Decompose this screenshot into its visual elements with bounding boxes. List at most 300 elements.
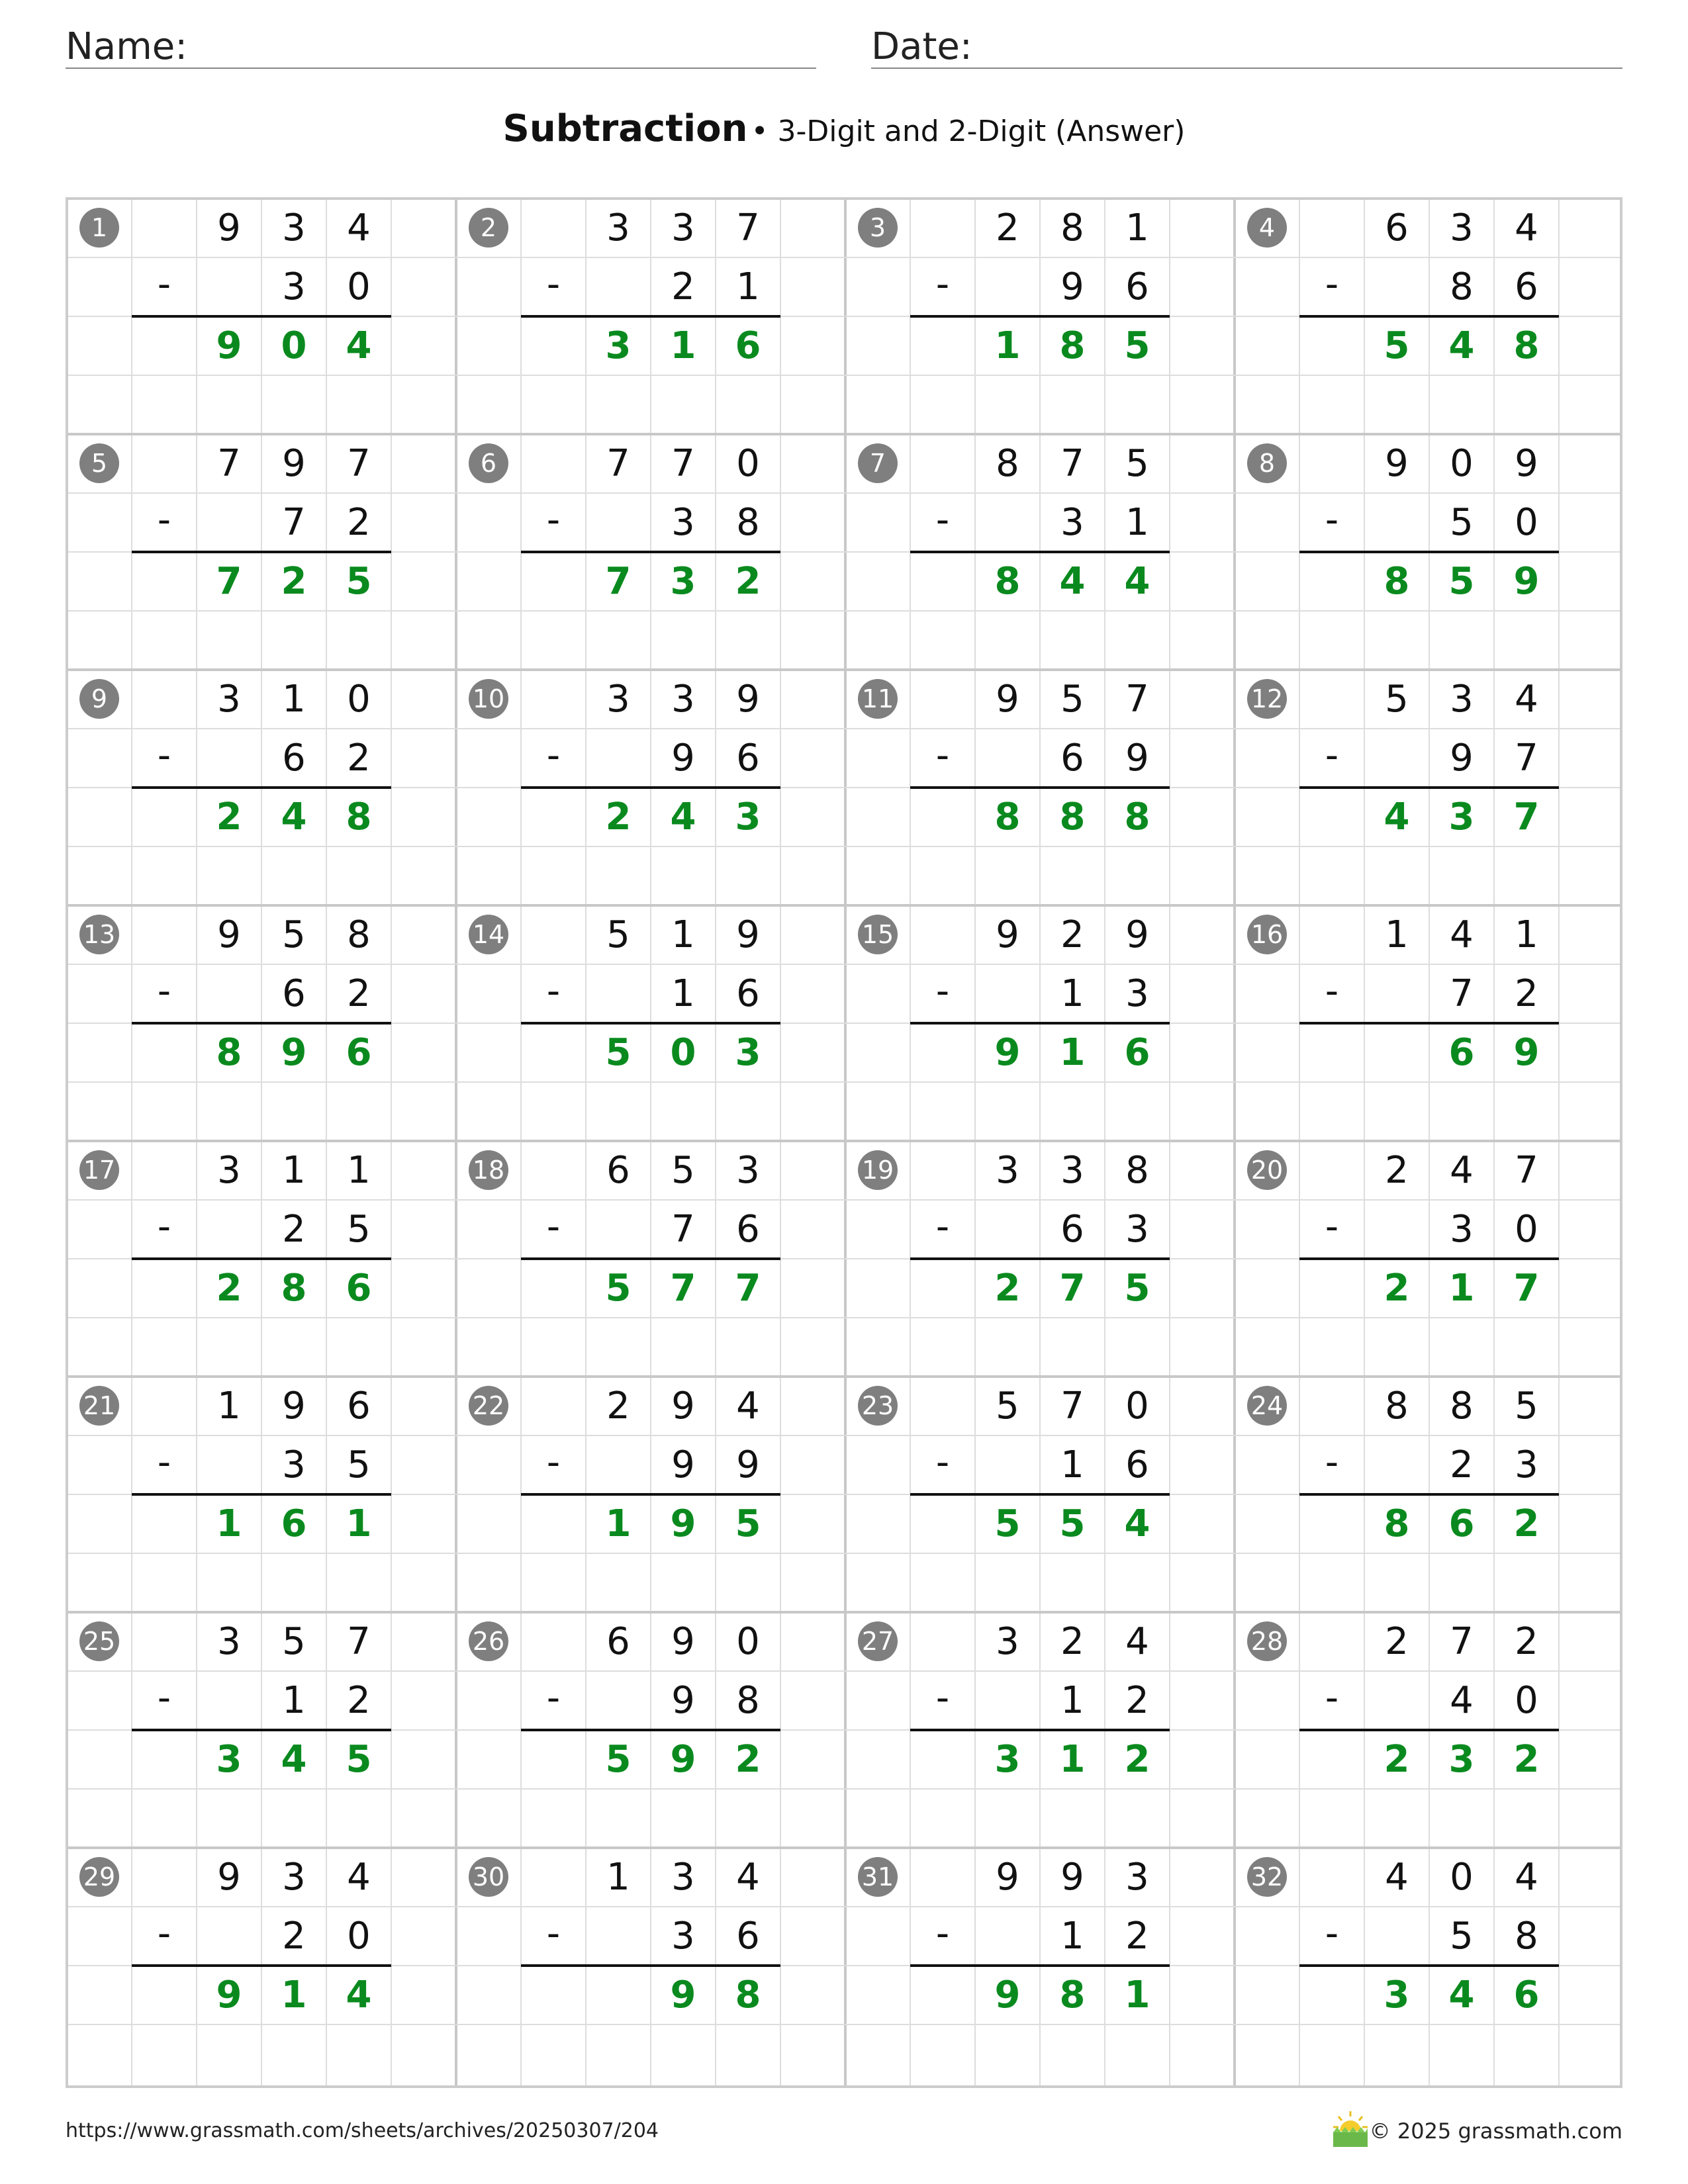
answer-digit: 9: [281, 1031, 307, 1074]
answer-digit: 4: [346, 324, 372, 367]
subtrahend-digit: 0: [1515, 1208, 1538, 1251]
subtrahend-digit: 4: [1450, 1679, 1474, 1722]
answer-digit: 8: [1059, 324, 1086, 367]
subtrahend-digit: 6: [1060, 1208, 1084, 1251]
subtrahend-digit: 5: [347, 1443, 371, 1486]
problem-number-badge: 6: [469, 443, 508, 483]
answer-digit: 6: [1124, 1031, 1150, 1074]
minuend-digit: 0: [347, 678, 371, 721]
minuend-digit: 2: [1385, 1149, 1409, 1192]
minuend-digit: 1: [671, 913, 695, 956]
answer-digit: 8: [216, 1031, 242, 1074]
problem-number-badge: 28: [1247, 1621, 1287, 1661]
problem-number-badge: 21: [79, 1386, 119, 1426]
subtrahend-digit: 2: [1515, 972, 1538, 1015]
problem-number-badge: 14: [469, 915, 508, 954]
subtrahend-digit: [1364, 729, 1429, 788]
subtrahend-digit: 3: [1450, 1208, 1474, 1251]
answer-digit: 1: [1059, 1031, 1086, 1074]
minus-sign: -: [1325, 1676, 1339, 1719]
answer-underline: [132, 1257, 391, 1260]
minus-sign: -: [1325, 263, 1339, 306]
answer-underline: [910, 1729, 1170, 1731]
title-subtitle: • 3-Digit and 2-Digit (Answer): [751, 114, 1186, 148]
minuend-digit: 6: [606, 1620, 630, 1663]
minuend-digit: 9: [1060, 1856, 1084, 1899]
answer-digit: 6: [346, 1267, 372, 1310]
minus-sign: -: [546, 1205, 561, 1248]
problem-number-badge: 20: [1247, 1150, 1287, 1190]
minuend-digit: 5: [671, 1149, 695, 1192]
subtrahend-digit: 3: [282, 265, 306, 308]
answer-underline: [1299, 786, 1559, 789]
answer-digit: 9: [670, 1738, 696, 1781]
subtrahend-digit: [1364, 964, 1429, 1023]
answer-digit: 5: [346, 1738, 372, 1781]
subtrahend-digit: 9: [1450, 737, 1474, 780]
subtrahend-digit: 3: [671, 501, 695, 544]
minuend-digit: 7: [671, 442, 695, 485]
minus-sign: -: [546, 970, 561, 1013]
answer-digit: 1: [1448, 1267, 1475, 1310]
answer-digit: 1: [670, 324, 696, 367]
minuend-digit: 0: [1450, 442, 1474, 485]
answer-underline: [910, 786, 1170, 789]
minuend-digit: 4: [1515, 1856, 1538, 1899]
problem-number-badge: 2: [469, 208, 508, 248]
minuend-digit: 2: [1060, 1620, 1084, 1663]
problem-number-badge: 16: [1247, 915, 1287, 954]
answer-digit: 2: [1513, 1738, 1540, 1781]
answer-digit: 9: [216, 324, 242, 367]
subtrahend-digit: 1: [736, 265, 760, 308]
answer-digit: 0: [670, 1031, 696, 1074]
minuend-digit: 4: [1385, 1856, 1409, 1899]
subtrahend-digit: 8: [736, 501, 760, 544]
answer-digit: 0: [281, 324, 307, 367]
answer-underline: [910, 551, 1170, 553]
minuend-digit: 9: [1125, 913, 1149, 956]
problem-number-badge: 32: [1247, 1857, 1287, 1897]
subtrahend-digit: 5: [1450, 501, 1474, 544]
answer-digit: 1: [1124, 1974, 1150, 2017]
answer-underline: [521, 1022, 780, 1024]
answer-digit: 5: [994, 1502, 1021, 1545]
minuend-digit: 8: [347, 913, 371, 956]
name-line[interactable]: [66, 68, 816, 69]
answer-underline: [132, 1729, 391, 1731]
minus-sign: -: [546, 263, 561, 306]
subtrahend-digit: [975, 1200, 1040, 1259]
answer-digit: 2: [1513, 1502, 1540, 1545]
grid-vline: [910, 200, 911, 2085]
subtrahend-digit: 2: [1125, 1679, 1149, 1722]
minus-sign: -: [157, 1912, 171, 1955]
answer-underline: [1299, 315, 1559, 318]
problem-number-badge: 3: [858, 208, 898, 248]
subtrahend-digit: 3: [1060, 501, 1084, 544]
problem-number-badge: 12: [1247, 679, 1287, 719]
answer-digit: 1: [346, 1502, 372, 1545]
subtrahend-digit: 9: [671, 737, 695, 780]
answer-underline: [132, 1022, 391, 1024]
answer-underline: [132, 1493, 391, 1496]
minus-sign: -: [1325, 1441, 1339, 1484]
minuend-digit: 2: [996, 206, 1019, 250]
answer-digit: 3: [670, 560, 696, 603]
minuend-digit: 9: [736, 678, 760, 721]
minuend-digit: 5: [606, 913, 630, 956]
subtrahend-digit: [975, 493, 1040, 552]
minus-sign: -: [546, 734, 561, 777]
subtrahend-digit: 8: [736, 1679, 760, 1722]
answer-digit: 9: [994, 1031, 1021, 1074]
answer-digit: 3: [1448, 796, 1475, 839]
subtrahend-digit: [975, 257, 1040, 316]
subtrahend-digit: 5: [347, 1208, 371, 1251]
minus-sign: -: [546, 1912, 561, 1955]
subtrahend-digit: 3: [282, 1443, 306, 1486]
minuend-digit: 3: [1125, 1856, 1149, 1899]
answer-underline: [910, 1257, 1170, 1260]
answer-digit: 8: [346, 796, 372, 839]
grid-vline: [131, 200, 132, 2085]
minuend-digit: 4: [1515, 678, 1538, 721]
subtrahend-digit: 6: [736, 972, 760, 1015]
subtrahend-digit: 2: [347, 501, 371, 544]
answer-underline: [521, 1729, 780, 1731]
answer-digit: 7: [605, 560, 632, 603]
minuend-digit: 1: [606, 1856, 630, 1899]
problem-number-badge: 1: [79, 208, 119, 248]
minus-sign: -: [1325, 734, 1339, 777]
grass-sun-logo-icon: [1329, 2109, 1372, 2151]
subtrahend-digit: [975, 1435, 1040, 1494]
subtrahend-digit: [586, 1435, 651, 1494]
answer-digit: 4: [1448, 1974, 1475, 2017]
minuend-digit: 8: [1385, 1385, 1409, 1428]
answer-digit: 3: [1448, 1738, 1475, 1781]
minuend-digit: 6: [606, 1149, 630, 1192]
minus-sign: -: [935, 498, 950, 541]
answer-digit: 4: [1383, 796, 1410, 839]
answer-underline: [521, 1493, 780, 1496]
subtrahend-digit: [197, 729, 261, 788]
answer-digit: 9: [670, 1502, 696, 1545]
minuend-digit: 4: [1125, 1620, 1149, 1663]
problem-number-badge: 29: [79, 1857, 119, 1897]
minuend-digit: 1: [1515, 913, 1538, 956]
subtrahend-digit: 9: [671, 1679, 695, 1722]
minus-sign: -: [546, 498, 561, 541]
subtrahend-digit: [1364, 493, 1429, 552]
minuend-digit: 3: [217, 1620, 241, 1663]
subtrahend-digit: 2: [347, 737, 371, 780]
answer-underline: [521, 551, 780, 553]
subtrahend-digit: [975, 1907, 1040, 1966]
problem-number-badge: 10: [469, 679, 508, 719]
answer-digit: 5: [1124, 1267, 1150, 1310]
minuend-digit: 3: [217, 678, 241, 721]
minuend-digit: 9: [996, 1856, 1019, 1899]
answer-digit: 6: [281, 1502, 307, 1545]
date-line[interactable]: [871, 68, 1622, 69]
subtrahend-digit: [197, 1435, 261, 1494]
answer-digit: [1364, 1023, 1429, 1082]
answer-digit: 7: [735, 1267, 761, 1310]
answer-digit: 2: [1383, 1738, 1410, 1781]
minuend-digit: 3: [1450, 206, 1474, 250]
answer-digit: 2: [216, 796, 242, 839]
minuend-digit: 3: [736, 1149, 760, 1192]
answer-underline: [1299, 1729, 1559, 1731]
minuend-digit: 2: [1385, 1620, 1409, 1663]
answer-digit: 8: [1124, 796, 1150, 839]
answer-digit: 3: [216, 1738, 242, 1781]
answer-digit: 6: [1448, 1502, 1475, 1545]
answer-digit: 2: [216, 1267, 242, 1310]
minus-sign: -: [546, 1676, 561, 1719]
minuend-digit: 5: [1385, 678, 1409, 721]
answer-underline: [521, 1964, 780, 1967]
minuend-digit: 5: [1125, 442, 1149, 485]
minuend-digit: 1: [282, 1149, 306, 1192]
minus-sign: -: [157, 1205, 171, 1248]
answer-digit: 9: [670, 1974, 696, 2017]
answer-digit: 4: [1124, 560, 1150, 603]
minuend-digit: 3: [606, 678, 630, 721]
answer-digit: 3: [735, 1031, 761, 1074]
subtrahend-digit: [975, 729, 1040, 788]
problem-number-badge: 30: [469, 1857, 508, 1897]
minuend-digit: 4: [736, 1385, 760, 1428]
minus-sign: -: [157, 498, 171, 541]
answer-digit: 4: [281, 796, 307, 839]
minuend-digit: 3: [1060, 1149, 1084, 1192]
subtrahend-digit: [197, 257, 261, 316]
minuend-digit: 1: [1125, 206, 1149, 250]
subtrahend-digit: 6: [1060, 737, 1084, 780]
minuend-digit: 4: [1515, 206, 1538, 250]
problem-number-badge: 23: [858, 1386, 898, 1426]
subtrahend-digit: [1364, 257, 1429, 316]
answer-digit: 8: [1513, 324, 1540, 367]
answer-digit: 8: [994, 560, 1021, 603]
problem-number-badge: 7: [858, 443, 898, 483]
minuend-digit: 1: [1385, 913, 1409, 956]
minus-sign: -: [1325, 1912, 1339, 1955]
minus-sign: -: [157, 734, 171, 777]
subtrahend-digit: 0: [1515, 1679, 1538, 1722]
answer-digit: 8: [1383, 560, 1410, 603]
answer-digit: 5: [1448, 560, 1475, 603]
subtrahend-digit: 2: [671, 265, 695, 308]
footer-url: https://www.grassmath.com/sheets/archives/20250307/204: [66, 2119, 659, 2142]
subtrahend-digit: [975, 964, 1040, 1023]
minuend-digit: 7: [1450, 1620, 1474, 1663]
minuend-digit: 9: [736, 913, 760, 956]
problem-number-badge: 5: [79, 443, 119, 483]
answer-digit: 1: [994, 324, 1021, 367]
minus-sign: -: [157, 1676, 171, 1719]
subtrahend-digit: [586, 493, 651, 552]
answer-digit: 5: [1124, 324, 1150, 367]
subtrahend-digit: 6: [282, 737, 306, 780]
answer-digit: 9: [1513, 1031, 1540, 1074]
subtrahend-digit: [197, 1200, 261, 1259]
minuend-digit: 4: [347, 206, 371, 250]
answer-underline: [910, 315, 1170, 318]
minuend-digit: 3: [1450, 678, 1474, 721]
answer-digit: 4: [1448, 324, 1475, 367]
minuend-digit: 8: [1060, 206, 1084, 250]
subtrahend-digit: 1: [1060, 1679, 1084, 1722]
minuend-digit: 1: [217, 1385, 241, 1428]
minuend-digit: 9: [217, 1856, 241, 1899]
subtrahend-digit: 2: [347, 1679, 371, 1722]
answer-digit: 1: [281, 1974, 307, 2017]
minus-sign: -: [935, 263, 950, 306]
answer-digit: 5: [605, 1031, 632, 1074]
minus-sign: -: [1325, 498, 1339, 541]
answer-digit: 1: [605, 1502, 632, 1545]
subtrahend-digit: 2: [1125, 1915, 1149, 1958]
minuend-digit: 2: [1515, 1620, 1538, 1663]
answer-digit: 5: [346, 560, 372, 603]
minuend-digit: 5: [282, 913, 306, 956]
minuend-digit: 1: [347, 1149, 371, 1192]
minus-sign: -: [546, 1441, 561, 1484]
subtrahend-digit: 1: [1060, 1915, 1084, 1958]
subtrahend-digit: 8: [1450, 265, 1474, 308]
problem-number-badge: 31: [858, 1857, 898, 1897]
subtrahend-digit: 7: [1450, 972, 1474, 1015]
grid-vline: [844, 200, 847, 2085]
answer-digit: 7: [1513, 1267, 1540, 1310]
minus-sign: -: [935, 970, 950, 1013]
minus-sign: -: [935, 1912, 950, 1955]
minuend-digit: 7: [1060, 1385, 1084, 1428]
answer-digit: 9: [1513, 560, 1540, 603]
answer-digit: 2: [735, 1738, 761, 1781]
title-main: Subtraction: [502, 107, 748, 150]
minuend-digit: 9: [282, 1385, 306, 1428]
minuend-digit: 9: [282, 442, 306, 485]
answer-digit: 5: [1383, 324, 1410, 367]
minus-sign: -: [157, 263, 171, 306]
minus-sign: -: [1325, 1205, 1339, 1248]
minuend-digit: 9: [996, 913, 1019, 956]
minuend-digit: 7: [736, 206, 760, 250]
answer-underline: [1299, 1022, 1559, 1024]
answer-digit: 8: [1059, 1974, 1086, 2017]
subtrahend-digit: 6: [736, 737, 760, 780]
subtrahend-digit: 7: [671, 1208, 695, 1251]
answer-digit: 8: [1383, 1502, 1410, 1545]
subtrahend-digit: 6: [1125, 265, 1149, 308]
minus-sign: -: [1325, 970, 1339, 1013]
subtrahend-digit: 8: [1515, 1915, 1538, 1958]
minuend-digit: 9: [1515, 442, 1538, 485]
answer-digit: 5: [735, 1502, 761, 1545]
minuend-digit: 3: [282, 206, 306, 250]
minuend-digit: 3: [217, 1149, 241, 1192]
subtrahend-digit: 1: [1060, 1443, 1084, 1486]
answer-digit: 8: [735, 1974, 761, 2017]
answer-digit: [586, 1966, 651, 2025]
subtrahend-digit: 7: [1515, 737, 1538, 780]
answer-underline: [132, 786, 391, 789]
worksheet-title: [0, 106, 1688, 161]
minuend-digit: 7: [1515, 1149, 1538, 1192]
subtrahend-digit: 6: [736, 1915, 760, 1958]
answer-digit: 3: [605, 324, 632, 367]
minuend-digit: 0: [736, 1620, 760, 1663]
minuend-digit: 0: [736, 442, 760, 485]
answer-digit: 3: [1383, 1974, 1410, 2017]
answer-digit: 8: [281, 1267, 307, 1310]
problem-number-badge: 26: [469, 1621, 508, 1661]
minuend-digit: 7: [606, 442, 630, 485]
answer-digit: 2: [605, 796, 632, 839]
answer-digit: 6: [1448, 1031, 1475, 1074]
minuend-digit: 6: [1385, 206, 1409, 250]
minuend-digit: 3: [671, 206, 695, 250]
minuend-digit: 8: [996, 442, 1019, 485]
answer-digit: 2: [1383, 1267, 1410, 1310]
problem-number-badge: 17: [79, 1150, 119, 1190]
answer-digit: 4: [1059, 560, 1086, 603]
problem-number-badge: 22: [469, 1386, 508, 1426]
grid-vline: [520, 200, 522, 2085]
minuend-digit: 3: [996, 1620, 1019, 1663]
problem-number-badge: 24: [1247, 1386, 1287, 1426]
footer-copyright: © 2025 grassmath.com: [1369, 2118, 1622, 2144]
minuend-digit: 8: [1450, 1385, 1474, 1428]
grid-vline: [455, 200, 457, 2085]
answer-digit: 6: [735, 324, 761, 367]
minuend-digit: 7: [1125, 678, 1149, 721]
subtrahend-digit: 1: [1060, 972, 1084, 1015]
subtrahend-digit: [586, 1907, 651, 1966]
answer-digit: 1: [216, 1502, 242, 1545]
minus-sign: -: [935, 1676, 950, 1719]
minuend-digit: 7: [1060, 442, 1084, 485]
problem-number-badge: 13: [79, 915, 119, 954]
minuend-digit: 3: [996, 1149, 1019, 1192]
answer-underline: [132, 551, 391, 553]
minus-sign: -: [935, 1205, 950, 1248]
subtrahend-digit: [197, 964, 261, 1023]
minuend-digit: 6: [347, 1385, 371, 1428]
date-label: Date:: [871, 25, 972, 68]
answer-digit: 7: [1059, 1267, 1086, 1310]
minuend-digit: 9: [996, 678, 1019, 721]
answer-digit: 2: [994, 1267, 1021, 1310]
subtrahend-digit: 1: [282, 1679, 306, 1722]
minuend-digit: 2: [1060, 913, 1084, 956]
subtrahend-digit: 1: [671, 972, 695, 1015]
minuend-digit: 1: [282, 678, 306, 721]
problem-number-badge: 19: [858, 1150, 898, 1190]
minuend-digit: 7: [347, 442, 371, 485]
subtrahend-digit: 3: [1125, 1208, 1149, 1251]
problem-number-badge: 15: [858, 915, 898, 954]
subtrahend-digit: [1364, 1435, 1429, 1494]
subtrahend-digit: 0: [347, 265, 371, 308]
answer-digit: 7: [670, 1267, 696, 1310]
answer-underline: [132, 1964, 391, 1967]
